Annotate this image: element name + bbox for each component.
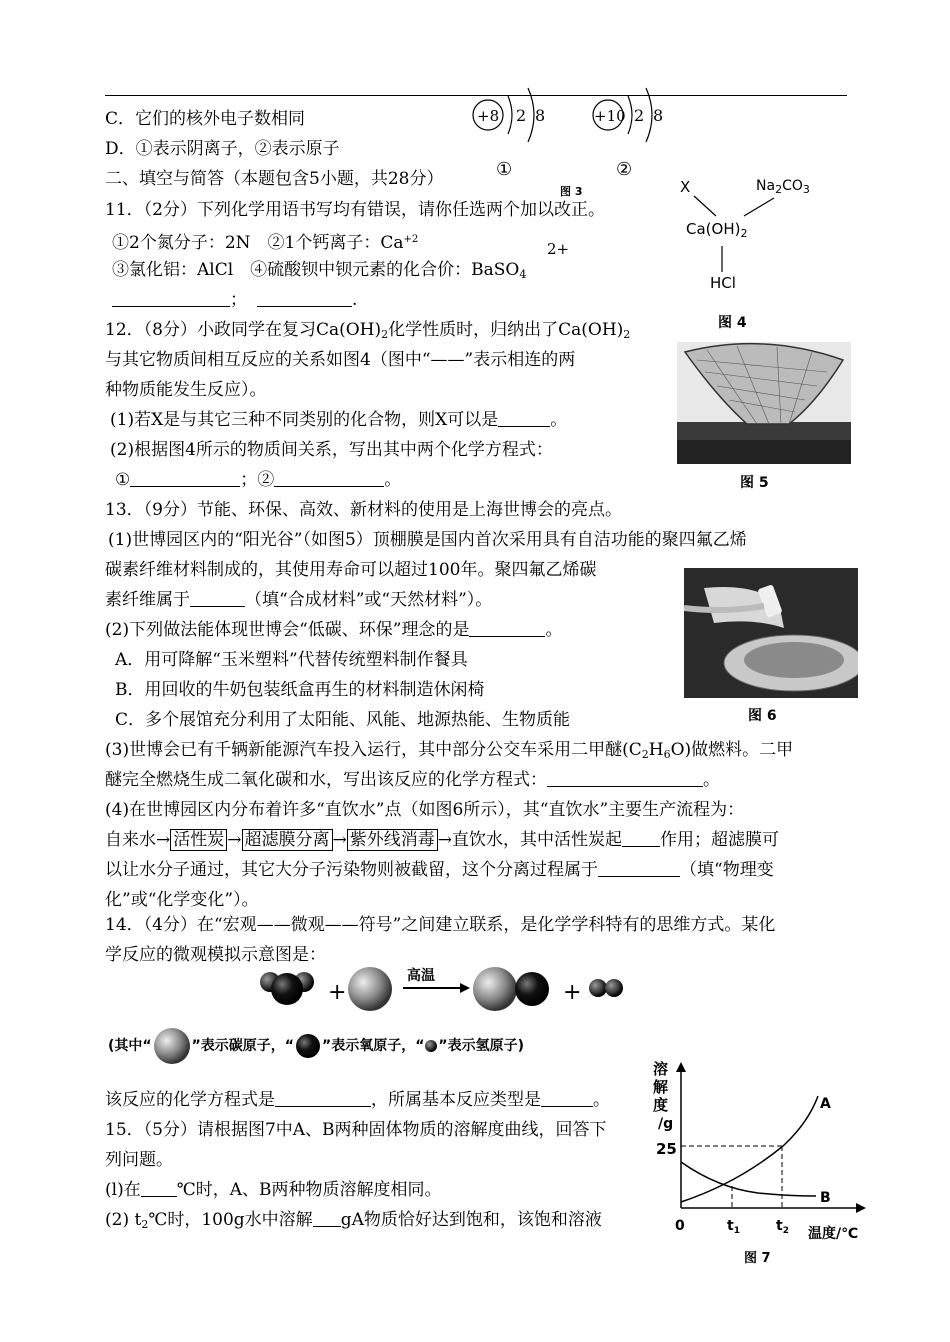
q12-blank-eq2[interactable] <box>274 470 384 487</box>
h2-molecule <box>589 979 623 997</box>
q13-part3-a: (3)世博会已有千辆新能源汽车投入运行，其中部分公交车采用二甲醚$(C_2H_6O)$做燃料。二甲 <box>105 740 794 761</box>
figure-5-photo <box>677 342 851 464</box>
reaction-arrowhead <box>460 983 470 993</box>
q13-part3-b: 醚完全燃烧生成二氧化碳和水，写出该反应的化学方程式： 。 <box>105 770 720 790</box>
water-molecule <box>260 972 314 1005</box>
nucleus-2-charge: +10 <box>594 107 626 125</box>
q15-blank-temp[interactable] <box>141 1180 177 1197</box>
q13-blank-role[interactable] <box>622 830 660 847</box>
q13-blank-choice[interactable] <box>469 620 545 637</box>
q13-part4-d: 化”或“化学变化”）。 <box>105 890 259 910</box>
q12-part2: (2)根据图4所示的物质间关系，写出其中两个化学方程式： <box>110 440 553 460</box>
reaction-condition: 高温 <box>407 968 435 984</box>
q14-answer: 该反应的化学方程式是 ，所属基本反应类型是 。 <box>105 1090 610 1110</box>
figure-5-caption: 图 5 <box>740 475 769 491</box>
fig7-label-a: A <box>820 1096 831 1112</box>
q11-blank-2[interactable] <box>257 290 352 307</box>
fig7-origin: 0 <box>675 1218 685 1234</box>
q13-blank-change[interactable] <box>598 860 680 877</box>
figure-4-relations <box>680 178 840 338</box>
fig4-node-caoh2: $Ca(OH)_2$ <box>686 220 748 240</box>
q13-blank-equation[interactable] <box>547 770 703 787</box>
q13-blank-material[interactable] <box>190 590 245 607</box>
q12-equations: ① ；② 。 <box>115 470 402 490</box>
plus-sign-2: + <box>563 980 582 1005</box>
fig4-node-hcl: HCl <box>710 274 736 292</box>
fig7-ylabel-2: 解 <box>653 1078 669 1096</box>
figure-7-caption: 图 7 <box>744 1251 771 1266</box>
q14-stem-2: 学反应的微观模拟示意图是： <box>105 945 326 965</box>
atom-label-1: ① <box>496 159 513 180</box>
reaction-legend: (其中“ ”表示碳原子，“ ”表示氧原子，“ ”表示氢原子) <box>108 1026 524 1066</box>
fig7-x-arrow <box>856 1203 866 1213</box>
q15-part2: (2) $t_2℃$时，100g水中溶解 gA物质恰好达到饱和，该饱和溶液 <box>105 1210 602 1231</box>
shell-arc-1b <box>528 88 534 142</box>
n1-shell2-count: 8 <box>535 106 546 125</box>
q11-line3: ③氯化铝：AlCl ④硫酸钡中钡元素的化合价：BaSO$_4$ <box>112 260 527 281</box>
fig7-tick-t2: $t_2$ <box>776 1218 789 1236</box>
option-c: C．它们的核外电子数相同 <box>105 109 306 129</box>
q14-stem: 14．（4分）在“宏观——微观——符号”之间建立联系，是化学学科特有的思维方式。某化 <box>105 915 776 935</box>
q13-part4-c: 以让水分子通过，其它大分子污染物则被截留，这个分离过程属于 （填“物理变 <box>105 860 774 880</box>
q11-overlay-charge: 2+ <box>547 240 570 258</box>
fig4-node-na2co3: $Na_2CO_3$ <box>756 178 810 196</box>
q15-blank-mass[interactable] <box>313 1210 341 1227</box>
q11-answer-blanks: ； . <box>112 289 357 311</box>
q15-part1: (l)在 ℃时，A、B两种物质溶解度相同。 <box>105 1180 442 1200</box>
fig4-node-x: X <box>680 178 691 196</box>
fig7-label-b: B <box>820 1190 831 1206</box>
fig7-xlabel: 温度/℃ <box>808 1226 859 1242</box>
q13-part1-c: 素纤维属于 （填“合成材料”或“天然材料”）。 <box>105 590 493 610</box>
q13-part2: (2)下列做法能体现世博会“低碳、环保”理念的是 。 <box>105 620 563 640</box>
figure-6-photo <box>684 568 858 698</box>
q15-stem-2: 列问题。 <box>105 1150 173 1170</box>
fig7-y-arrow <box>676 1062 686 1072</box>
fig7-tick-t1: $t_1$ <box>727 1218 740 1236</box>
q14-blank-equation[interactable] <box>275 1090 371 1107</box>
q12-part1: (1)若X是与其它三种不同类别的化合物，则X可以是 。 <box>110 410 568 430</box>
q13-part1-b: 碳素纤维材料制成的，其使用寿命可以超过100年。聚四氟乙烯碳 <box>105 560 597 580</box>
q13-part4-b: 自来水→ 活性炭 → 超滤膜分离 → 紫外线消毒 →直饮水，其中活性炭起 作用；超滤膜可 <box>105 830 779 850</box>
fig7-ylabel-3: 度 <box>653 1096 669 1114</box>
plus-sign-1: + <box>328 980 347 1005</box>
section-2-heading: 二、填空与简答（本题包含5小题，共28分） <box>105 169 444 189</box>
shell-arc-1a <box>508 96 512 134</box>
fig7-ylabel-4: /g <box>658 1116 674 1132</box>
figure-3-atom-structures <box>468 78 678 198</box>
q12-stem: 12．（8分）小政同学在复习$Ca(OH)_2$化学性质时，归纳出了$Ca(OH)_2$ <box>105 320 631 341</box>
q13-option-c: C．多个展馆充分利用了太阳能、风能、地源热能、生物质能 <box>115 710 571 730</box>
q15-stem: 15．（5分）请根据图7中A、B两种固体物质的溶解度曲线，回答下 <box>105 1120 607 1140</box>
nucleus-1-charge: +8 <box>477 107 500 125</box>
fig7-curve-b <box>681 1162 816 1196</box>
q12-blank-eq1[interactable] <box>130 470 240 487</box>
fig4-connectors <box>680 178 840 338</box>
fig7-y-tick-25: 25 <box>656 1140 677 1158</box>
q11-line2: ①2个氮分子：2N ②1个钙离子：$Ca^{+2}$ <box>112 233 419 253</box>
figure-6-caption: 图 6 <box>748 708 777 724</box>
q11-stem: 11．（2分）下列化学用语书写均有错误，请你任选两个加以改正。 <box>105 200 605 220</box>
figure-4-caption: 图 4 <box>718 315 747 331</box>
co-molecule <box>473 967 549 1011</box>
q13-stem: 13．（9分）节能、环保、高效、新材料的使用是上海世博会的亮点。 <box>105 500 622 520</box>
figure-7-solubility-chart <box>648 1058 878 1268</box>
figure-3-caption: 图 3 <box>560 185 583 198</box>
q12-stem-2: 与其它物质间相互反应的关系如图4（图中“——”表示相连的两 <box>105 350 576 370</box>
q13-option-a: A．用可降解“玉米塑料”代替传统塑料制作餐具 <box>115 650 468 670</box>
shell-arc-2a <box>628 96 632 134</box>
shell-arc-2b <box>646 88 652 142</box>
q13-option-b: B．用回收的牛奶包装纸盒再生的材料制造休闲椅 <box>115 680 485 700</box>
q14-blank-type[interactable] <box>541 1090 593 1107</box>
q12-blank-x[interactable] <box>498 410 550 427</box>
carbon-atom <box>348 967 392 1011</box>
n2-shell2-count: 8 <box>653 106 664 125</box>
n1-shell1-count: 2 <box>516 106 527 125</box>
atom-label-2: ② <box>616 159 633 180</box>
q13-part4-a: (4)在世博园区内分布着许多“直饮水”点（如图6所示），其“直饮水”主要生产流程为： <box>105 800 745 820</box>
fig7-ylabel-1: 溶 <box>653 1060 669 1078</box>
q12-stem-3: 种物质能发生反应）。 <box>105 380 267 400</box>
q11-blank-1[interactable] <box>112 290 230 307</box>
n2-shell1-count: 2 <box>634 106 645 125</box>
q13-part1-a: (1)世博园区内的“阳光谷”（如图5）顶棚膜是国内首次采用具有自洁功能的聚四氟乙烯 <box>108 530 747 550</box>
option-d: D．①表示阴离子，②表示原子 <box>105 139 340 159</box>
fig7-curve-a <box>681 1096 818 1202</box>
